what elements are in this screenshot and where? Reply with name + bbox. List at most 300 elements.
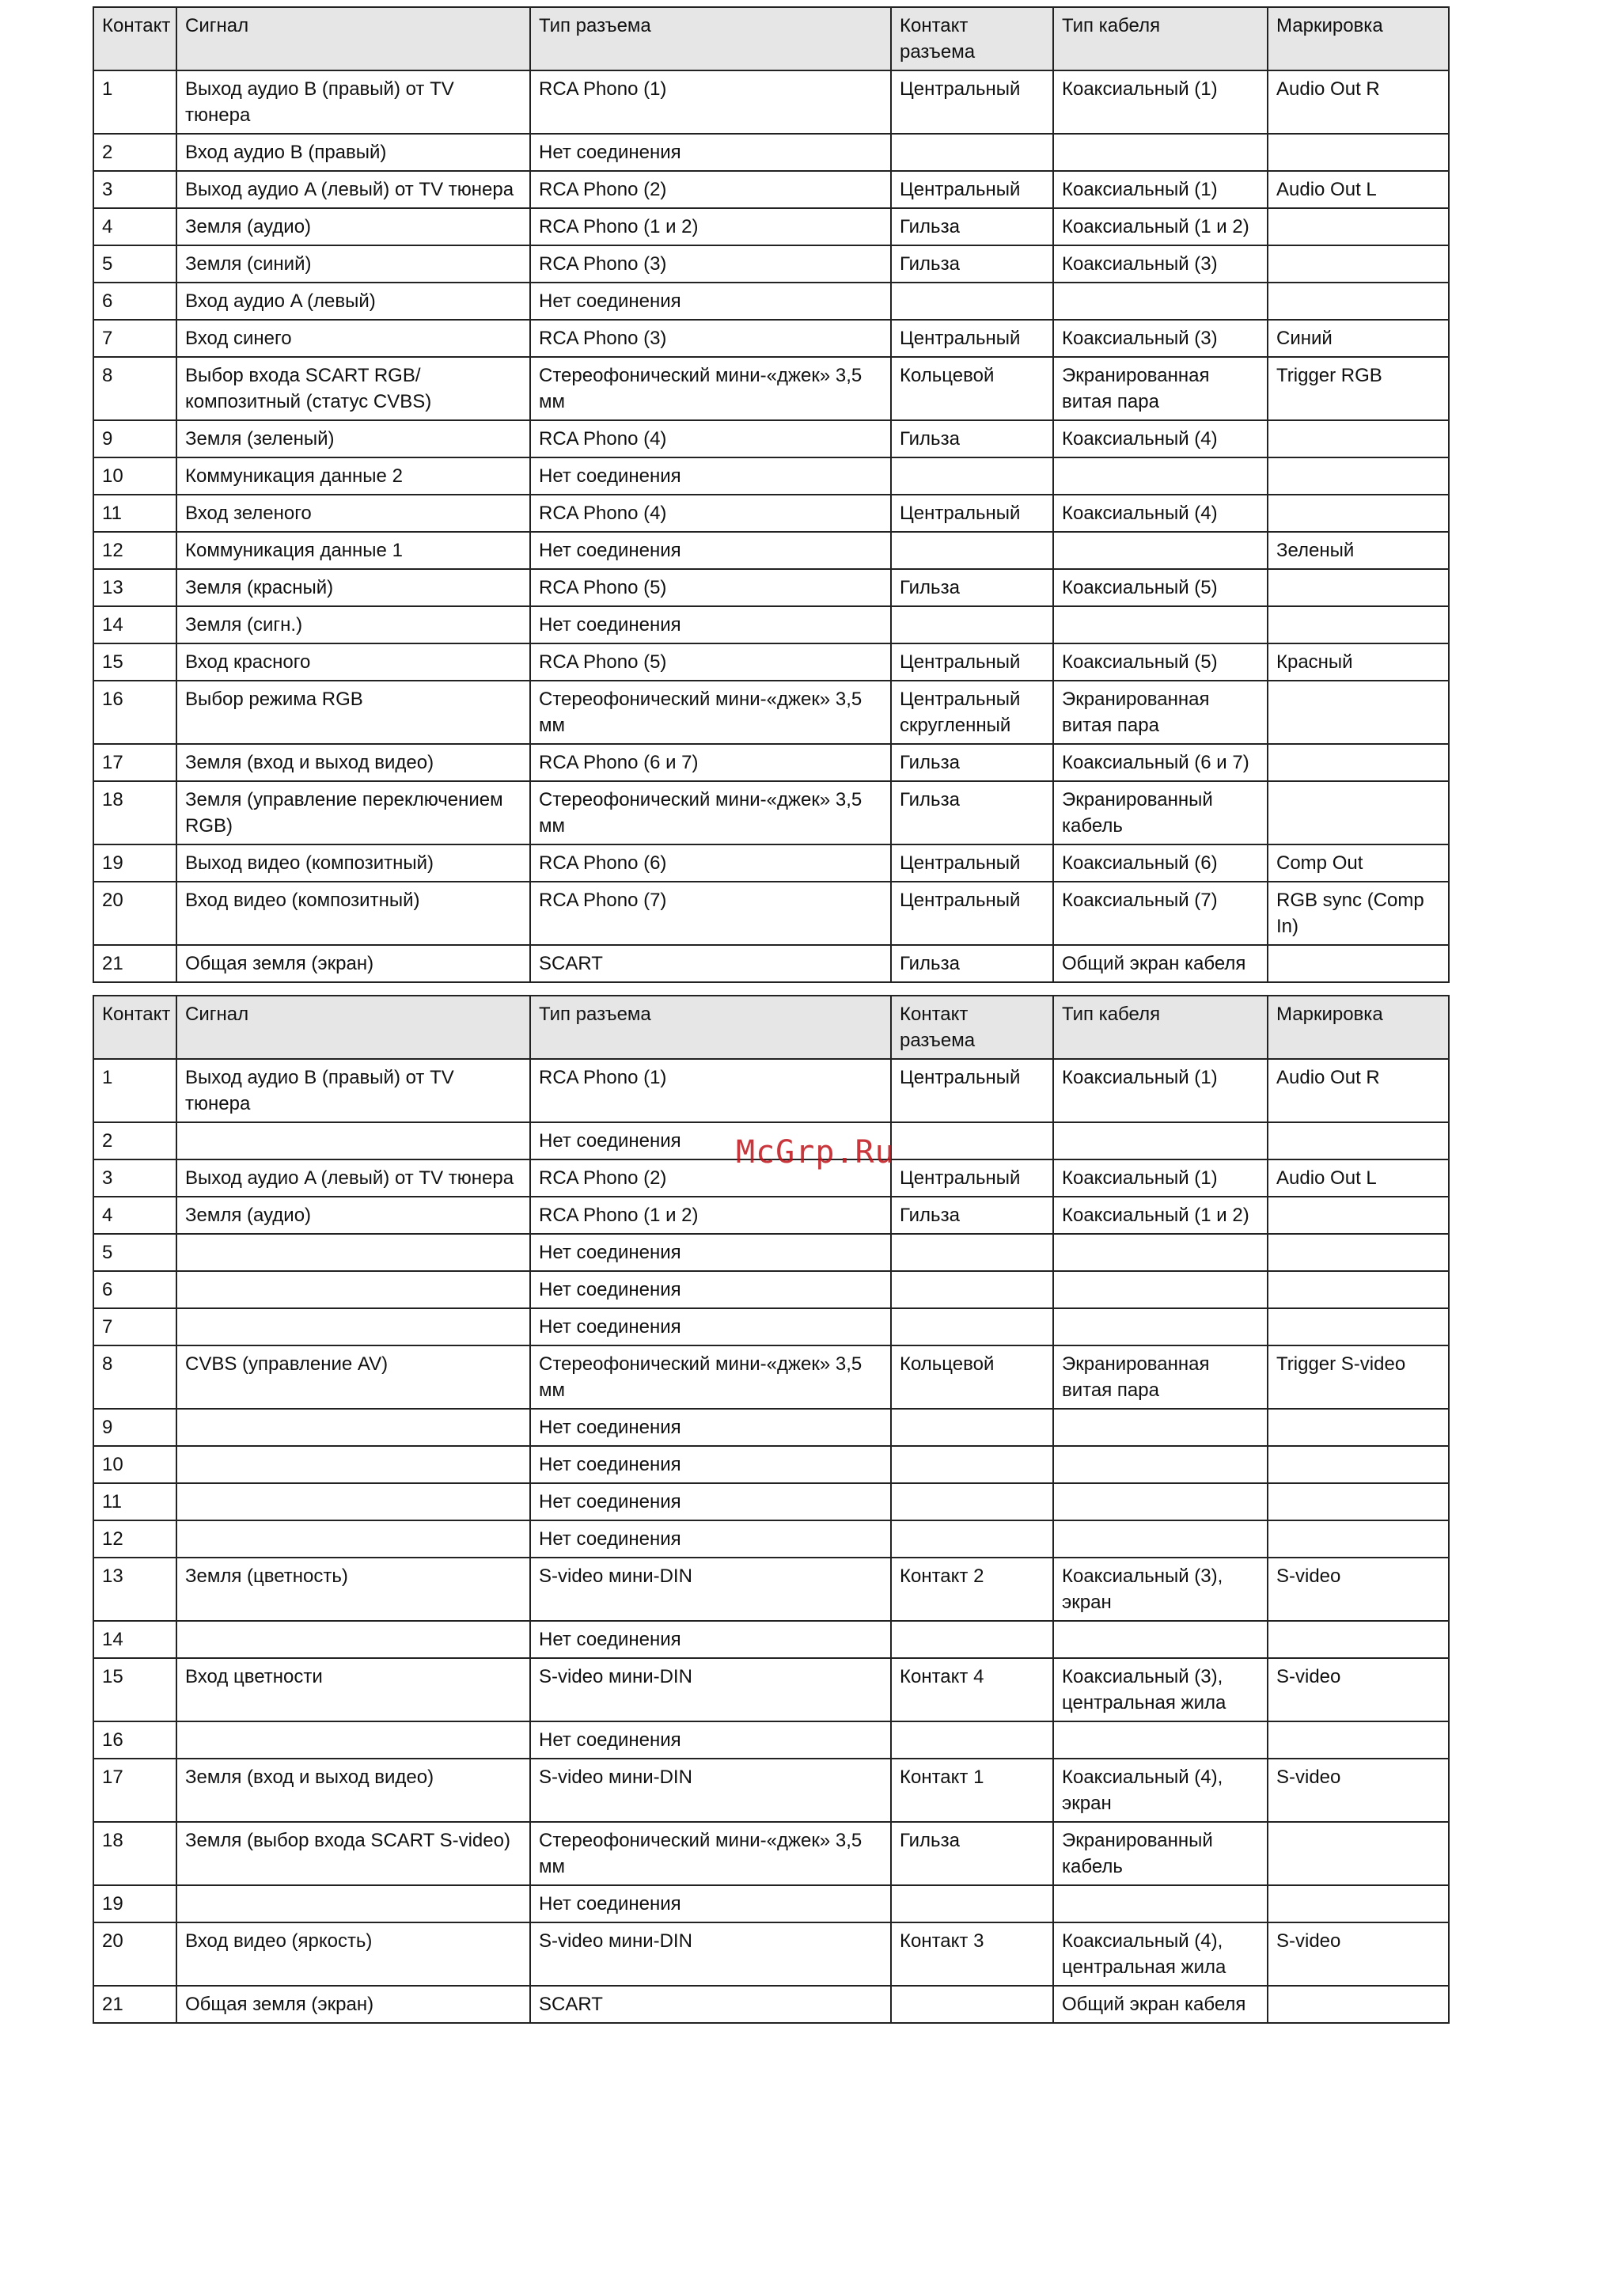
cell-connector-contact: Гильза bbox=[891, 1197, 1053, 1234]
table-row bbox=[93, 1308, 1449, 1345]
cell-cable-type: Экранированная витая пара bbox=[1053, 357, 1268, 420]
table-row bbox=[93, 844, 1449, 882]
cell-connector-type: Нет соединения bbox=[530, 1446, 891, 1483]
cell-signal: Вход аудио A (левый) bbox=[176, 283, 530, 320]
cell-connector-contact bbox=[891, 1234, 1053, 1271]
table-row bbox=[93, 1271, 1449, 1308]
cell-contact: 15 bbox=[93, 1658, 176, 1721]
cell-signal bbox=[176, 1234, 530, 1271]
cell-connector-contact: Центральный bbox=[891, 882, 1053, 945]
cell-signal: Земля (синий) bbox=[176, 245, 530, 283]
table-row bbox=[93, 208, 1449, 245]
header-connector-contact: Контакт разъема bbox=[891, 996, 1053, 1059]
cell-signal: Земля (управление переключением RGB) bbox=[176, 781, 530, 844]
cell-marking bbox=[1268, 1409, 1449, 1446]
cell-connector-contact: Гильза bbox=[891, 420, 1053, 457]
cell-cable-type: Коаксиальный (4) bbox=[1053, 495, 1268, 532]
cell-signal: Земля (аудио) bbox=[176, 1197, 530, 1234]
cell-cable-type: Коаксиальный (7) bbox=[1053, 882, 1268, 945]
table-row bbox=[93, 882, 1449, 945]
cell-contact: 13 bbox=[93, 569, 176, 606]
cell-marking: Audio Out L bbox=[1268, 171, 1449, 208]
cell-contact: 9 bbox=[93, 420, 176, 457]
cell-contact: 19 bbox=[93, 1885, 176, 1922]
cell-connector-contact bbox=[891, 283, 1053, 320]
table-row bbox=[93, 1483, 1449, 1520]
cell-marking bbox=[1268, 495, 1449, 532]
table-row bbox=[93, 495, 1449, 532]
cell-connector-contact: Контакт 3 bbox=[891, 1922, 1053, 1986]
cell-cable-type: Коаксиальный (3), центральная жила bbox=[1053, 1658, 1268, 1721]
table-row bbox=[93, 681, 1449, 744]
cell-marking bbox=[1268, 1197, 1449, 1234]
cell-signal: Земля (выбор входа SCART S-video) bbox=[176, 1822, 530, 1885]
table-row bbox=[93, 320, 1449, 357]
table-body bbox=[93, 1059, 1449, 2023]
cell-connector-contact: Кольцевой bbox=[891, 1345, 1053, 1409]
cell-contact: 9 bbox=[93, 1409, 176, 1446]
cell-cable-type: Коаксиальный (1) bbox=[1053, 171, 1268, 208]
cell-marking: Audio Out R bbox=[1268, 1059, 1449, 1122]
cell-marking: S-video bbox=[1268, 1922, 1449, 1986]
header-connector-type: Тип разъема bbox=[530, 996, 891, 1059]
cell-connector-contact bbox=[891, 1621, 1053, 1658]
cell-connector-type: Нет соединения bbox=[530, 1122, 891, 1159]
cell-signal: Земля (вход и выход видео) bbox=[176, 1759, 530, 1822]
cell-contact: 20 bbox=[93, 882, 176, 945]
cell-marking bbox=[1268, 457, 1449, 495]
cell-signal bbox=[176, 1885, 530, 1922]
cell-connector-contact: Центральный bbox=[891, 495, 1053, 532]
cell-marking: Audio Out L bbox=[1268, 1159, 1449, 1197]
table-row bbox=[93, 643, 1449, 681]
cell-connector-contact bbox=[891, 1721, 1053, 1759]
cell-signal bbox=[176, 1122, 530, 1159]
cell-connector-type: RCA Phono (1 и 2) bbox=[530, 1197, 891, 1234]
cell-contact: 21 bbox=[93, 945, 176, 982]
cell-cable-type bbox=[1053, 1122, 1268, 1159]
cell-marking bbox=[1268, 1271, 1449, 1308]
cell-contact: 18 bbox=[93, 1822, 176, 1885]
table-row bbox=[93, 1446, 1449, 1483]
cell-marking: S-video bbox=[1268, 1558, 1449, 1621]
cell-connector-type: Стереофонический мини-«джек» 3,5 мм bbox=[530, 681, 891, 744]
cell-marking bbox=[1268, 1122, 1449, 1159]
cell-signal bbox=[176, 1308, 530, 1345]
cell-signal bbox=[176, 1621, 530, 1658]
cell-marking bbox=[1268, 420, 1449, 457]
cell-signal: Выход аудио A (левый) от TV тюнера bbox=[176, 1159, 530, 1197]
table-row bbox=[93, 420, 1449, 457]
cell-connector-type: Стереофонический мини-«джек» 3,5 мм bbox=[530, 1822, 891, 1885]
cell-contact: 14 bbox=[93, 1621, 176, 1658]
cell-connector-contact: Контакт 2 bbox=[891, 1558, 1053, 1621]
table-row bbox=[93, 1059, 1449, 1122]
cell-contact: 18 bbox=[93, 781, 176, 844]
table-row bbox=[93, 70, 1449, 134]
cell-connector-type: Нет соединения bbox=[530, 1483, 891, 1520]
cell-connector-type: Нет соединения bbox=[530, 1621, 891, 1658]
cell-marking bbox=[1268, 134, 1449, 171]
cell-marking: Trigger S-video bbox=[1268, 1345, 1449, 1409]
table-row bbox=[93, 1922, 1449, 1986]
cell-contact: 17 bbox=[93, 1759, 176, 1822]
cell-cable-type bbox=[1053, 134, 1268, 171]
cell-connector-contact bbox=[891, 1885, 1053, 1922]
cell-signal: Земля (вход и выход видео) bbox=[176, 744, 530, 781]
cell-contact: 21 bbox=[93, 1986, 176, 2023]
cell-connector-contact: Гильза bbox=[891, 569, 1053, 606]
cell-marking bbox=[1268, 283, 1449, 320]
table-row bbox=[93, 1197, 1449, 1234]
table-row bbox=[93, 357, 1449, 420]
cell-signal: Вход видео (композитный) bbox=[176, 882, 530, 945]
cell-connector-type: RCA Phono (4) bbox=[530, 495, 891, 532]
cell-cable-type: Коаксиальный (5) bbox=[1053, 569, 1268, 606]
cell-marking bbox=[1268, 781, 1449, 844]
cell-marking bbox=[1268, 681, 1449, 744]
cell-connector-type: SCART bbox=[530, 1986, 891, 2023]
cell-contact: 10 bbox=[93, 1446, 176, 1483]
cell-signal: Земля (цветность) bbox=[176, 1558, 530, 1621]
cell-connector-contact bbox=[891, 1446, 1053, 1483]
cell-connector-contact: Центральный bbox=[891, 70, 1053, 134]
cell-signal: Земля (аудио) bbox=[176, 208, 530, 245]
cell-signal: Вход зеленого bbox=[176, 495, 530, 532]
cell-contact: 7 bbox=[93, 320, 176, 357]
cell-cable-type: Коаксиальный (4), экран bbox=[1053, 1759, 1268, 1822]
cell-signal: Выход аудио B (правый) от TV тюнера bbox=[176, 70, 530, 134]
cell-cable-type: Общий экран кабеля bbox=[1053, 945, 1268, 982]
cell-connector-contact bbox=[891, 1122, 1053, 1159]
cell-connector-type: Нет соединения bbox=[530, 457, 891, 495]
cell-contact: 3 bbox=[93, 171, 176, 208]
cell-cable-type: Экранированный кабель bbox=[1053, 1822, 1268, 1885]
cell-connector-contact: Гильза bbox=[891, 245, 1053, 283]
cell-contact: 4 bbox=[93, 208, 176, 245]
cell-signal bbox=[176, 1721, 530, 1759]
cell-signal: CVBS (управление AV) bbox=[176, 1345, 530, 1409]
cell-cable-type: Коаксиальный (1 и 2) bbox=[1053, 1197, 1268, 1234]
cell-connector-contact bbox=[891, 1483, 1053, 1520]
cell-contact: 19 bbox=[93, 844, 176, 882]
cell-contact: 16 bbox=[93, 1721, 176, 1759]
cell-contact: 14 bbox=[93, 606, 176, 643]
cell-connector-type: RCA Phono (1) bbox=[530, 1059, 891, 1122]
cell-marking bbox=[1268, 1822, 1449, 1885]
cell-cable-type: Экранированная витая пара bbox=[1053, 1345, 1268, 1409]
header-connector-type: Тип разъема bbox=[530, 7, 891, 70]
cell-cable-type: Экранированный кабель bbox=[1053, 781, 1268, 844]
cell-marking bbox=[1268, 945, 1449, 982]
cell-signal: Общая земля (экран) bbox=[176, 945, 530, 982]
header-connector-contact: Контакт разъема bbox=[891, 7, 1053, 70]
header-signal: Сигнал bbox=[176, 996, 530, 1059]
cell-signal: Выбор входа SCART RGB/композитный (статус CVBS) bbox=[176, 357, 530, 420]
cell-cable-type bbox=[1053, 606, 1268, 643]
cell-marking bbox=[1268, 1721, 1449, 1759]
cell-marking: Зеленый bbox=[1268, 532, 1449, 569]
cell-signal: Вход видео (яркость) bbox=[176, 1922, 530, 1986]
table-row bbox=[93, 245, 1449, 283]
cell-connector-type: RCA Phono (4) bbox=[530, 420, 891, 457]
cell-connector-contact bbox=[891, 134, 1053, 171]
table-row bbox=[93, 781, 1449, 844]
cell-connector-type: Нет соединения bbox=[530, 134, 891, 171]
cell-connector-contact: Центральный bbox=[891, 171, 1053, 208]
cell-cable-type bbox=[1053, 283, 1268, 320]
table-header-row bbox=[93, 996, 1449, 1059]
cell-connector-type: SCART bbox=[530, 945, 891, 982]
cell-cable-type bbox=[1053, 1721, 1268, 1759]
cell-signal: Земля (красный) bbox=[176, 569, 530, 606]
cell-connector-contact bbox=[891, 1308, 1053, 1345]
cell-marking bbox=[1268, 1520, 1449, 1558]
cell-connector-contact: Гильза bbox=[891, 208, 1053, 245]
cell-signal: Вход синего bbox=[176, 320, 530, 357]
header-marking: Маркировка bbox=[1268, 7, 1449, 70]
cell-signal: Выход аудио B (правый) от TV тюнера bbox=[176, 1059, 530, 1122]
cell-connector-contact bbox=[891, 1986, 1053, 2023]
cell-connector-type: Стереофонический мини-«джек» 3,5 мм bbox=[530, 1345, 891, 1409]
table-row bbox=[93, 171, 1449, 208]
cell-cable-type bbox=[1053, 1885, 1268, 1922]
cell-connector-type: RCA Phono (2) bbox=[530, 171, 891, 208]
cell-connector-type: Нет соединения bbox=[530, 1271, 891, 1308]
cell-cable-type: Коаксиальный (4), центральная жила bbox=[1053, 1922, 1268, 1986]
cell-connector-contact: Кольцевой bbox=[891, 357, 1053, 420]
cell-signal bbox=[176, 1520, 530, 1558]
cell-connector-type: Нет соединения bbox=[530, 1409, 891, 1446]
cell-marking bbox=[1268, 208, 1449, 245]
table-row bbox=[93, 1721, 1449, 1759]
table-row bbox=[93, 1822, 1449, 1885]
cell-cable-type bbox=[1053, 1409, 1268, 1446]
header-signal: Сигнал bbox=[176, 7, 530, 70]
table-row bbox=[93, 1234, 1449, 1271]
cell-cable-type bbox=[1053, 1483, 1268, 1520]
cell-signal: Коммуникация данные 2 bbox=[176, 457, 530, 495]
table-row bbox=[93, 1345, 1449, 1409]
table-row bbox=[93, 744, 1449, 781]
cell-marking: S-video bbox=[1268, 1658, 1449, 1721]
cell-cable-type: Коаксиальный (6) bbox=[1053, 844, 1268, 882]
cell-connector-contact: Центральный bbox=[891, 320, 1053, 357]
cell-connector-type: Стереофонический мини-«джек» 3,5 мм bbox=[530, 357, 891, 420]
cell-contact: 13 bbox=[93, 1558, 176, 1621]
cell-connector-contact: Гильза bbox=[891, 1822, 1053, 1885]
cell-signal: Выбор режима RGB bbox=[176, 681, 530, 744]
table-row bbox=[93, 532, 1449, 569]
cell-cable-type: Коаксиальный (1 и 2) bbox=[1053, 208, 1268, 245]
table-row bbox=[93, 1558, 1449, 1621]
cell-connector-type: RCA Phono (3) bbox=[530, 320, 891, 357]
cell-connector-type: RCA Phono (2) bbox=[530, 1159, 891, 1197]
cell-marking bbox=[1268, 245, 1449, 283]
header-contact: Контакт bbox=[93, 996, 176, 1059]
cell-connector-contact: Гильза bbox=[891, 781, 1053, 844]
cell-marking: Красный bbox=[1268, 643, 1449, 681]
cell-signal: Земля (сигн.) bbox=[176, 606, 530, 643]
cell-connector-type: RCA Phono (5) bbox=[530, 643, 891, 681]
table-row bbox=[93, 945, 1449, 982]
cell-connector-contact bbox=[891, 1520, 1053, 1558]
cell-contact: 4 bbox=[93, 1197, 176, 1234]
cell-connector-type: S-video мини-DIN bbox=[530, 1922, 891, 1986]
table-row bbox=[93, 1759, 1449, 1822]
cell-contact: 5 bbox=[93, 245, 176, 283]
table-row bbox=[93, 606, 1449, 643]
table-row bbox=[93, 1986, 1449, 2023]
cell-connector-type: Нет соединения bbox=[530, 1520, 891, 1558]
cell-contact: 6 bbox=[93, 1271, 176, 1308]
cell-cable-type bbox=[1053, 1308, 1268, 1345]
cell-marking bbox=[1268, 1986, 1449, 2023]
cell-connector-contact: Гильза bbox=[891, 744, 1053, 781]
cell-contact: 2 bbox=[93, 1122, 176, 1159]
cell-marking bbox=[1268, 1446, 1449, 1483]
cell-connector-type: Нет соединения bbox=[530, 1308, 891, 1345]
cell-signal bbox=[176, 1271, 530, 1308]
cell-cable-type: Коаксиальный (1) bbox=[1053, 1159, 1268, 1197]
cell-signal bbox=[176, 1446, 530, 1483]
cell-contact: 1 bbox=[93, 70, 176, 134]
table-body bbox=[93, 70, 1449, 982]
header-cable-type: Тип кабеля bbox=[1053, 996, 1268, 1059]
header-marking: Маркировка bbox=[1268, 996, 1449, 1059]
cell-contact: 7 bbox=[93, 1308, 176, 1345]
header-cable-type: Тип кабеля bbox=[1053, 7, 1268, 70]
table-header-row bbox=[93, 7, 1449, 70]
cell-connector-contact: Гильза bbox=[891, 945, 1053, 982]
table-row bbox=[93, 1122, 1449, 1159]
cell-marking bbox=[1268, 1885, 1449, 1922]
table-row bbox=[93, 283, 1449, 320]
cell-cable-type bbox=[1053, 1520, 1268, 1558]
cell-connector-type: RCA Phono (3) bbox=[530, 245, 891, 283]
cell-marking: Синий bbox=[1268, 320, 1449, 357]
cell-connector-type: Нет соединения bbox=[530, 283, 891, 320]
cell-marking: RGB sync (Comp In) bbox=[1268, 882, 1449, 945]
cell-connector-type: S-video мини-DIN bbox=[530, 1759, 891, 1822]
cell-cable-type bbox=[1053, 1621, 1268, 1658]
table-row bbox=[93, 1658, 1449, 1721]
watermark: McGrp.Ru bbox=[736, 1134, 895, 1171]
cell-connector-contact: Центральный bbox=[891, 1159, 1053, 1197]
table-row bbox=[93, 1621, 1449, 1658]
cell-marking bbox=[1268, 1234, 1449, 1271]
cell-contact: 16 bbox=[93, 681, 176, 744]
cell-contact: 5 bbox=[93, 1234, 176, 1271]
cell-cable-type: Коаксиальный (3), экран bbox=[1053, 1558, 1268, 1621]
cell-cable-type bbox=[1053, 1446, 1268, 1483]
cell-connector-contact: Контакт 1 bbox=[891, 1759, 1053, 1822]
cell-contact: 3 bbox=[93, 1159, 176, 1197]
cell-cable-type: Коаксиальный (1) bbox=[1053, 1059, 1268, 1122]
cell-signal: Коммуникация данные 1 bbox=[176, 532, 530, 569]
header-contact: Контакт bbox=[93, 7, 176, 70]
cell-connector-type: Нет соединения bbox=[530, 1885, 891, 1922]
cell-marking bbox=[1268, 1483, 1449, 1520]
cell-connector-contact: Центральный bbox=[891, 1059, 1053, 1122]
cell-connector-type: RCA Phono (6 и 7) bbox=[530, 744, 891, 781]
cell-connector-type: RCA Phono (1) bbox=[530, 70, 891, 134]
cell-contact: 12 bbox=[93, 532, 176, 569]
cell-cable-type: Коаксиальный (4) bbox=[1053, 420, 1268, 457]
cell-connector-type: RCA Phono (1 и 2) bbox=[530, 208, 891, 245]
cell-signal: Земля (зеленый) bbox=[176, 420, 530, 457]
cell-connector-contact bbox=[891, 457, 1053, 495]
cell-signal: Общая земля (экран) bbox=[176, 1986, 530, 2023]
cell-connector-contact: Центральный bbox=[891, 643, 1053, 681]
cell-connector-type: Нет соединения bbox=[530, 532, 891, 569]
cell-connector-type: RCA Phono (7) bbox=[530, 882, 891, 945]
cell-marking bbox=[1268, 744, 1449, 781]
cell-contact: 11 bbox=[93, 495, 176, 532]
cell-cable-type bbox=[1053, 1271, 1268, 1308]
scart-pinout-table-rgb bbox=[93, 6, 1450, 983]
cell-connector-type: S-video мини-DIN bbox=[530, 1658, 891, 1721]
table-row bbox=[93, 457, 1449, 495]
cell-contact: 8 bbox=[93, 357, 176, 420]
cell-cable-type: Коаксиальный (1) bbox=[1053, 70, 1268, 134]
cell-marking bbox=[1268, 1621, 1449, 1658]
cell-contact: 10 bbox=[93, 457, 176, 495]
cell-connector-contact: Центральный скругленный bbox=[891, 681, 1053, 744]
cell-signal: Вход красного bbox=[176, 643, 530, 681]
cell-cable-type: Коаксиальный (3) bbox=[1053, 320, 1268, 357]
cell-cable-type bbox=[1053, 457, 1268, 495]
cell-contact: 2 bbox=[93, 134, 176, 171]
cell-connector-contact bbox=[891, 1409, 1053, 1446]
cell-connector-type: Нет соединения bbox=[530, 1721, 891, 1759]
cell-connector-contact: Контакт 4 bbox=[891, 1658, 1053, 1721]
table-row bbox=[93, 1409, 1449, 1446]
cell-signal: Выход видео (композитный) bbox=[176, 844, 530, 882]
cell-connector-type: Нет соединения bbox=[530, 606, 891, 643]
cell-connector-contact bbox=[891, 1271, 1053, 1308]
cell-connector-contact bbox=[891, 532, 1053, 569]
cell-contact: 20 bbox=[93, 1922, 176, 1986]
cell-connector-type: S-video мини-DIN bbox=[530, 1558, 891, 1621]
cell-contact: 8 bbox=[93, 1345, 176, 1409]
cell-marking: Audio Out R bbox=[1268, 70, 1449, 134]
cell-connector-type: Нет соединения bbox=[530, 1234, 891, 1271]
cell-cable-type bbox=[1053, 1234, 1268, 1271]
cell-signal: Вход цветности bbox=[176, 1658, 530, 1721]
cell-contact: 11 bbox=[93, 1483, 176, 1520]
cell-contact: 1 bbox=[93, 1059, 176, 1122]
cell-contact: 12 bbox=[93, 1520, 176, 1558]
cell-marking bbox=[1268, 569, 1449, 606]
cell-connector-contact: Центральный bbox=[891, 844, 1053, 882]
cell-connector-type: RCA Phono (6) bbox=[530, 844, 891, 882]
table-row bbox=[93, 569, 1449, 606]
cell-signal: Выход аудио A (левый) от TV тюнера bbox=[176, 171, 530, 208]
cell-signal bbox=[176, 1483, 530, 1520]
cell-marking bbox=[1268, 606, 1449, 643]
cell-contact: 17 bbox=[93, 744, 176, 781]
cell-signal bbox=[176, 1409, 530, 1446]
cell-connector-type: Стереофонический мини-«джек» 3,5 мм bbox=[530, 781, 891, 844]
cell-cable-type bbox=[1053, 532, 1268, 569]
cell-marking: Comp Out bbox=[1268, 844, 1449, 882]
cell-connector-contact bbox=[891, 606, 1053, 643]
table-row bbox=[93, 134, 1449, 171]
table-row bbox=[93, 1159, 1449, 1197]
cell-cable-type: Коаксиальный (6 и 7) bbox=[1053, 744, 1268, 781]
table-row bbox=[93, 1885, 1449, 1922]
